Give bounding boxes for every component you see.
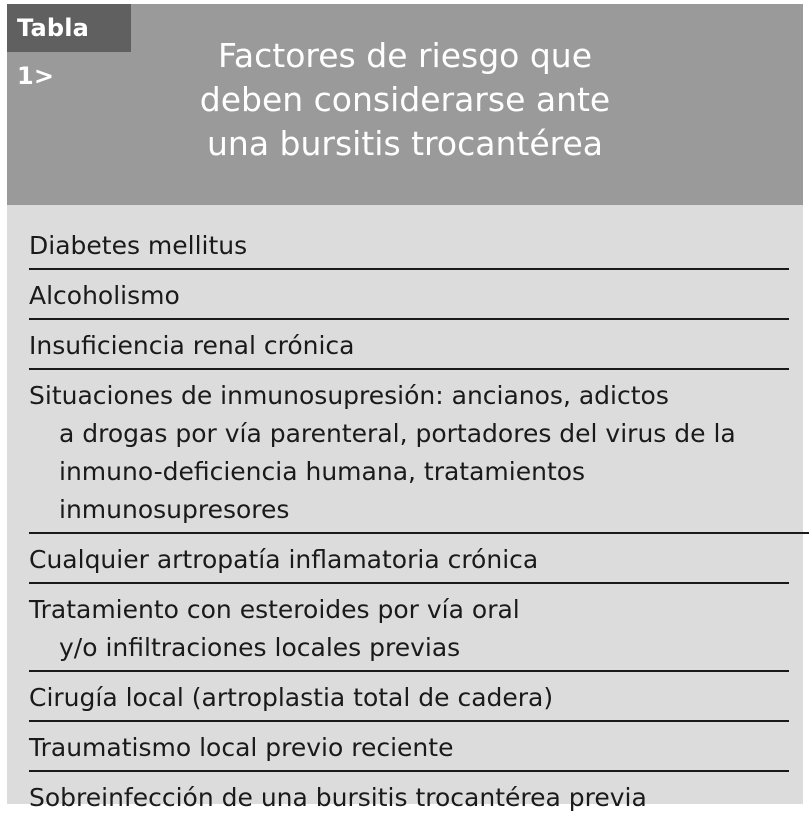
risk-factor-text-continued: inmuno-deficiencia humana, tratamientos [59,457,586,486]
risk-factor-row [29,679,789,722]
risk-factor-text: Traumatismo local previo reciente [29,733,454,762]
table-title-line: Factores de riesgo que [217,36,593,75]
risk-factor-text: Cualquier artropatía inflamatoria crónica [29,545,539,574]
table-title-line: una bursitis trocantérea [207,124,603,163]
risk-factor-row [29,227,789,270]
risk-factor-row [29,729,789,772]
table-title [7,34,803,166]
risk-factor-list [29,227,789,827]
risk-factor-text-continued: y/o infiltraciones locales previas [59,633,461,662]
risk-factors-table [7,4,803,812]
risk-factor-text: Tratamiento con esteroides por vía oral [29,595,520,624]
risk-factor-text-continued: a drogas por vía parenteral, portadores del virus de la [59,419,736,448]
risk-factor-row [29,277,789,320]
risk-factor-text-continued: inmunosupresores [59,495,290,524]
risk-factor-row [29,779,789,820]
table-title-line: deben considerarse ante [199,80,611,119]
risk-factor-text: Diabetes mellitus [29,231,248,260]
risk-factor-row [29,541,789,584]
risk-factor-text: Alcoholismo [29,281,180,310]
risk-factor-row [29,377,809,534]
risk-factor-text: Insuficiencia renal crónica [29,331,355,360]
risk-factor-text: Sobreinfección de una bursitis trocantérea previa [29,783,647,812]
risk-factor-row [29,591,789,672]
risk-factor-row [29,327,789,370]
table-header [7,4,803,205]
table-number-tag: Tabla 1> [7,4,131,52]
risk-factor-text: Cirugía local (artroplastia total de cadera) [29,683,554,712]
risk-factor-text: Situaciones de inmunosupresión: ancianos, adictos [29,381,669,410]
